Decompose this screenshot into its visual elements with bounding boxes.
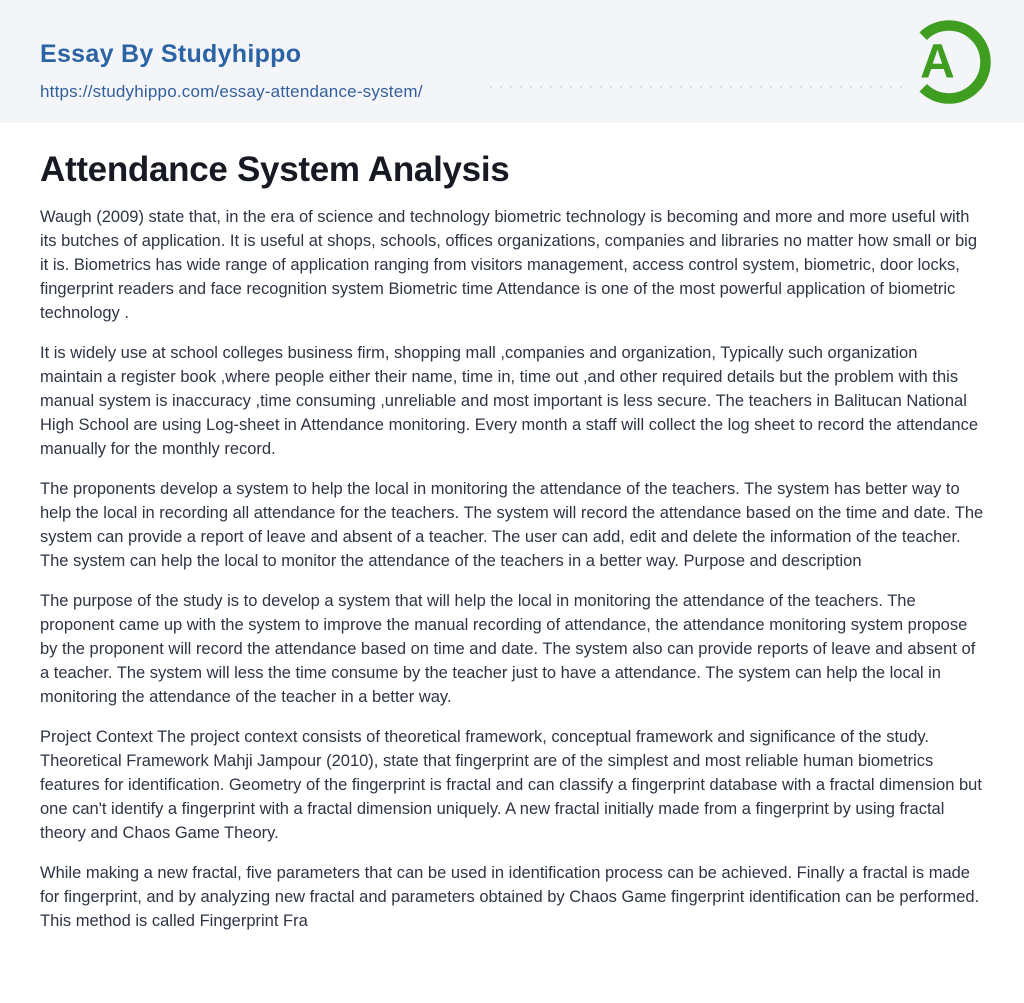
logo-letter: A [920, 35, 955, 89]
paragraph-6: While making a new fractal, five parameters that can be used in identification process can be achieved. Finally a fractal is made for fingerprint, and by analyzing new fractal and parameters obtained by Chaos Game fingerprint identification can be performed. This method is called Fingerprint Fra [40, 864, 980, 930]
site-title: Essay By Studyhippo [40, 40, 302, 68]
studyhippo-logo-icon [901, 14, 997, 110]
page-url-link[interactable]: https://studyhippo.com/essay-attendance-system/ [40, 82, 423, 101]
dotted-separator [490, 86, 910, 88]
article-title: Attendance System Analysis [40, 150, 510, 189]
paragraph-1: Waugh (2009) state that, in the era of science and technology biometric technology is becoming and more and more useful with its butches of application. It is useful at shops, schools, offices organizations, companies and libraries no matter how small or big it is. Biometrics has wide range of application ranging from visitors management, access control system, biometric, door locks, fingerprint readers and face recognition system Biometric time Attendance is one of the most powerful application of biometric technology . [40, 208, 978, 322]
paragraph-5: Project Context The project context consists of theoretical framework, conceptual framework and significance of the study. Theoretical Framework Mahji Jampour (2010), state that fingerprint are of the simplest and most reliable human biometrics features for identification. Geometry of the fingerprint is fractal and can classify a fingerprint database with a fractal dimension but one can't identify a fingerprint with a fractal dimension uniquely. A new fractal initially made from a fingerprint by using fractal theory and Chaos Game Theory. [40, 728, 982, 842]
paragraph-2: It is widely use at school colleges business firm, shopping mall ,companies and organization, Typically such organization maintain a register book ,where people either their name, time in, time out ,and other required details but the problem with this manual system is inaccuracy ,time consuming ,unreliable and most important is less secure. The teachers in Balitucan National High School are using Log-sheet in Attendance monitoring. Every month a staff will collect the log sheet to record the attendance manually for the monthly record. [40, 344, 979, 458]
header [0, 0, 1024, 123]
paragraph-4: The purpose of the study is to develop a system that will help the local in monitoring the attendance of the teachers. The proponent came up with the system to improve the manual recording of attendance, the attendance monitoring system propose by the proponent will record the attendance based on time and date. The system also can provide reports of leave and absent of a teacher. The system will less the time consume by the teacher just to have a attendance. The system can help the local in monitoring the attendance of the teacher in a better way. [40, 592, 976, 706]
paragraph-3: The proponents develop a system to help the local in monitoring the attendance of the teachers. The system has better way to help the local in recording all attendance for the teachers. The system will record the attendance based on the time and date. The system can provide a report of leave and absent of a teacher. The user can add, edit and delete the information of the teacher. The system can help the local to monitor the attendance of the teachers in a better way. Purpose and description [40, 480, 984, 570]
article [0, 148, 1024, 933]
